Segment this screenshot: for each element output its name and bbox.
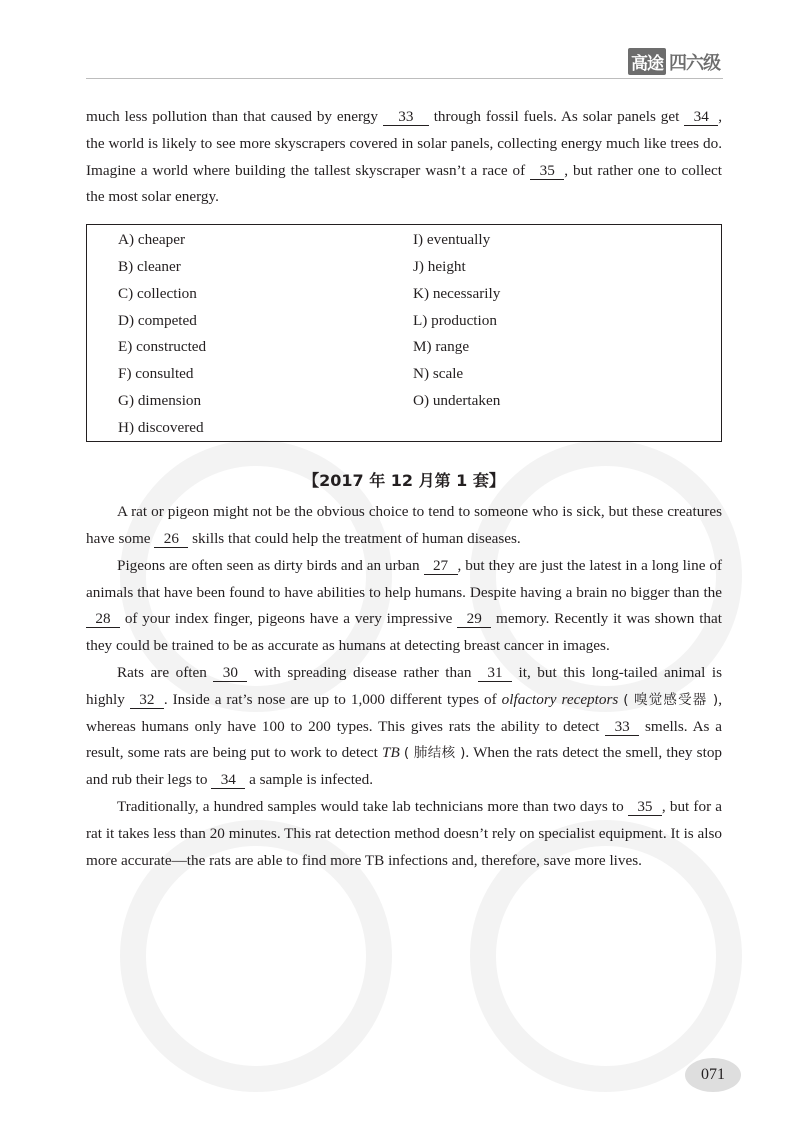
answer-blank-26: 26 [154,530,188,548]
text-run: through fossil fuels. As solar panels [433,108,656,125]
answer-blank-34: 34 [684,108,718,126]
answer-blank-34: 34 [211,771,245,789]
word-option: B) cleaner [118,257,181,275]
word-option: E) constructed [118,338,207,356]
word-option: I) eventually [413,231,491,249]
word-bank-left-column [118,227,206,441]
text-run: A rat or pigeon might not be the obvious choice to tend to someone who is sick, but these creatures have some [86,503,722,547]
section-title: 【2017 年 12 月第 1 套】 [303,471,505,491]
answer-blank-30: 30 [213,664,247,682]
chinese-gloss: ( 肺结核 ) [403,745,466,762]
answer-blank-31: 31 [478,664,512,682]
text-run: , but for a rat it takes less than 20 minutes. This rat detection method doesn’t rely on specialist equipment. It is also more accurate—the rats are able to find more TB infections and, therefore, save more lives. [86,797,723,869]
header-divider [86,78,723,79]
paragraph-1 [86,499,722,553]
text-run: much less pollution than that caused by energy [86,108,378,125]
answer-blank-35: 35 [628,798,662,816]
word-option: K) necessarily [413,284,501,302]
text-run: Traditionally, a hundred samples would take lab technicians more than two days to [117,797,624,815]
word-option: F) consulted [118,365,194,383]
text-run: , but rather one to collect the most solar energy. [86,161,722,206]
page-content [86,104,722,874]
answer-blank-35: 35 [530,162,564,180]
text-run: of your index finger, pigeons have a very impressive [124,610,453,628]
answer-blank-27: 27 [424,557,458,575]
word-option: L) production [413,311,497,329]
paragraph-3 [86,660,722,794]
paragraph-4 [86,794,722,874]
text-run: Pigeons are often seen as dirty birds and an urban [117,556,420,574]
word-option: J) height [413,257,466,275]
answer-blank-32: 32 [130,691,164,709]
text-run: a sample is infected. [249,771,374,789]
answer-blank-28: 28 [86,610,120,628]
word-option: A) cheaper [118,231,186,249]
word-option: G) dimension [118,391,202,409]
page-number [685,1058,741,1092]
italic-term: TB [382,744,400,762]
page-number-text: 071 [701,1066,725,1083]
top-passage [86,104,722,211]
word-option: N) scale [413,365,464,383]
text-run: smells. As a result, some rats are being put to work to detect [86,717,722,762]
text-run: , whereas humans only have 100 to 200 types. This gives rats the ability to detect [86,690,722,735]
text-run: . Inside a rat’s nose are up to 1,000 different types of [163,690,497,708]
word-option: H) discovered [118,418,204,436]
brand-logo [628,48,720,75]
text-run: with spreading disease rather than [253,663,472,681]
text-run: it, but this long-tailed animal is highly [86,663,722,708]
text-run: memory. Recently it was shown that they could be trained to be as accurate as humans at detecting breast cancer in images. [86,610,722,655]
text-run: get [660,108,680,125]
answer-blank-29: 29 [457,610,491,628]
chinese-gloss: ( 嗅觉感受器 ) [623,691,719,708]
answer-blank-33: 33 [605,718,639,736]
text-run: Rats are often [117,663,207,681]
text-run: , but they are just the latest in a long line of animals that have been found to have abilities to help humans. Despite having a brain no bigger than the [86,556,723,601]
word-bank-box [86,224,722,442]
word-option: O) undertaken [413,391,501,409]
text-run: , the world is likely to see more skyscrapers covered in solar panels, collecting energy much like trees do. Imagine a world where building the tallest skyscraper wasn’t a race of [86,108,723,179]
word-option: M) range [413,338,470,356]
answer-blank-33: 33 [383,108,429,126]
word-option: D) competed [118,311,197,329]
brand-logo-box: 高途 [628,48,666,75]
brand-logo-text: 四六级 [669,52,720,74]
text-run: . When the rats detect the smell, they stop and rub their legs to [86,744,723,789]
paragraph-2 [86,553,722,660]
word-bank-right-column [413,227,500,415]
text-run: skills that could help the treatment of human diseases. [192,529,521,547]
word-option: C) collection [118,284,197,302]
italic-term: olfactory receptors [501,690,619,708]
